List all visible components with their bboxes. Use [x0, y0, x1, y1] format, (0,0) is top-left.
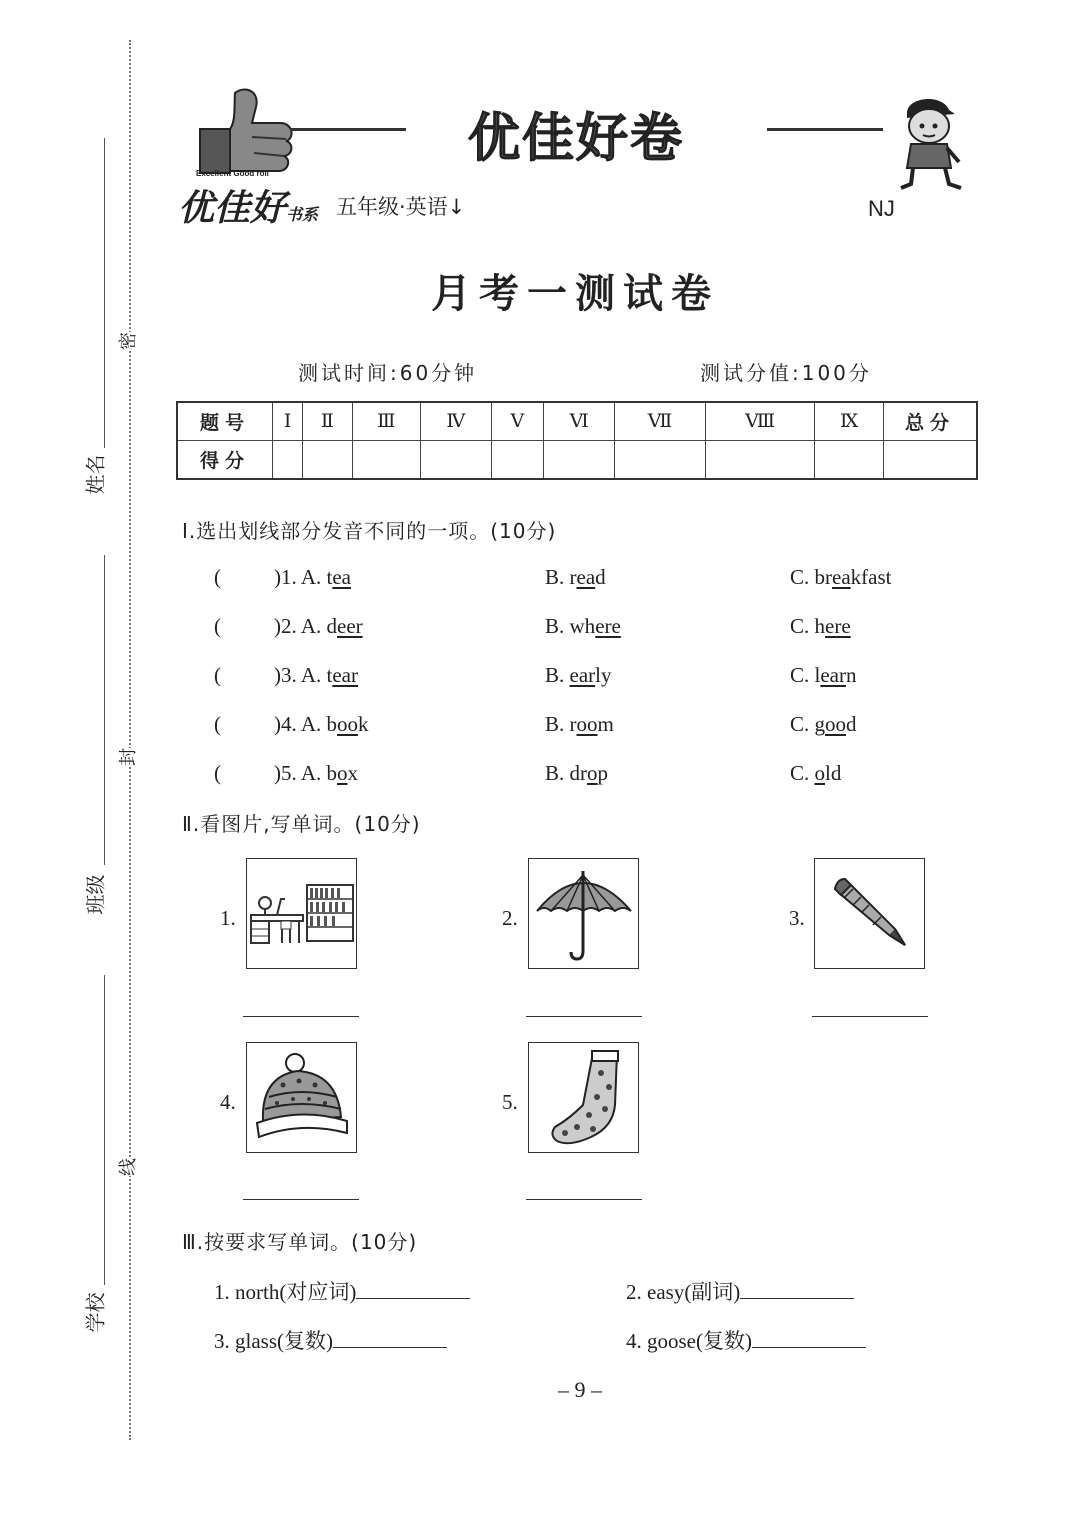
question-3-paren[interactable]: (: [214, 663, 221, 687]
word-answer-blank-1[interactable]: [356, 1280, 470, 1299]
answer-line-4[interactable]: [243, 1199, 359, 1200]
question-4-option-a: [274, 712, 369, 737]
series-brand-name: 优佳好: [178, 188, 287, 229]
question-5-option-b: [545, 761, 608, 786]
question-5-option-c: [790, 761, 841, 786]
header-rule-right: [767, 128, 883, 131]
edition-code: NJ: [868, 196, 895, 221]
series-brand-suffix: 书系: [286, 205, 319, 224]
underlined-letters: ea: [332, 565, 351, 589]
underlined-letters: oo: [337, 712, 358, 736]
question-2-option-b: [545, 614, 621, 639]
word-question-1-text: 1. north(对应词): [214, 1280, 357, 1304]
series-brand: [178, 180, 318, 231]
picture-4-number: 4.: [220, 1090, 236, 1114]
question-4-option-b: [545, 712, 614, 737]
option-label: B.: [545, 663, 565, 687]
logo-tagline: Excellent Good roll: [196, 169, 269, 178]
score-col-2: Ⅱ: [303, 402, 352, 441]
option-text: m: [597, 712, 614, 736]
score-col-5: Ⅴ: [491, 402, 543, 441]
answer-line-3[interactable]: [812, 1016, 928, 1017]
option-text: b: [326, 712, 337, 736]
word-answer-blank-3[interactable]: [333, 1329, 447, 1348]
score-col-3: Ⅲ: [352, 402, 420, 441]
brand-title: 优佳好卷: [468, 109, 685, 169]
option-text: kfast: [850, 565, 892, 589]
picture-umbrella: [528, 858, 639, 969]
picture-study-room: [246, 858, 357, 969]
school-label: 学校: [83, 1292, 108, 1333]
option-label: B.: [545, 712, 565, 736]
grade-subject: 五年级·英语↓: [336, 195, 466, 219]
option-text: x: [347, 761, 358, 785]
umbrella-icon: [529, 859, 638, 968]
score-cell[interactable]: [815, 441, 884, 480]
underlined-letters: eer: [337, 614, 363, 638]
name-label: 姓名: [83, 454, 108, 495]
option-text: h: [814, 614, 826, 638]
score-col-8: Ⅷ: [705, 402, 815, 441]
underlined-letters: oo: [825, 712, 847, 736]
underlined-letters: o: [337, 761, 348, 785]
answer-line-2[interactable]: [526, 1016, 642, 1017]
picture-hat: [246, 1042, 357, 1153]
picture-crayon: [814, 858, 925, 969]
question-2-paren[interactable]: (: [214, 614, 221, 638]
section2-heading: Ⅱ.看图片,写单词。(10分): [182, 812, 421, 836]
score-table-row-header: [177, 402, 977, 441]
score-cell[interactable]: [273, 441, 303, 480]
question-3-option-a: [274, 663, 358, 688]
section3-heading: Ⅲ.按要求写单词。(10分): [182, 1230, 418, 1254]
option-label: C.: [790, 614, 810, 638]
underlined-letters: ea: [576, 565, 596, 589]
word-question-2-text: 2. easy(副词): [626, 1280, 741, 1304]
question-3-number: )3. A.: [274, 663, 322, 687]
option-text: br: [814, 565, 833, 589]
word-question-2: [626, 1276, 854, 1306]
score-cell[interactable]: [615, 441, 705, 480]
underlined-letters: ear: [569, 663, 596, 687]
question-4-number: )4. A.: [274, 712, 322, 736]
underlined-letters: ere: [825, 614, 851, 638]
question-5-paren[interactable]: (: [214, 761, 221, 785]
score-table-row-score: [177, 441, 977, 480]
option-text: l: [814, 663, 821, 687]
word-question-4: [626, 1325, 866, 1355]
score-cell[interactable]: [544, 441, 615, 480]
picture-2-number: 2.: [502, 906, 518, 930]
answer-line-1[interactable]: [243, 1016, 359, 1017]
option-label: C.: [790, 663, 810, 687]
picture-3-number: 3.: [789, 906, 805, 930]
word-question-1: [214, 1276, 470, 1306]
score-cell[interactable]: [705, 441, 815, 480]
word-question-3: [214, 1325, 447, 1355]
desk-bookcase-icon: [247, 859, 356, 968]
seal-char-mi: 密: [112, 332, 142, 350]
option-label: B.: [545, 614, 565, 638]
score-cell[interactable]: [420, 441, 491, 480]
score-table: [176, 401, 978, 480]
underlined-letters: ear: [820, 663, 846, 687]
option-label: B.: [545, 565, 565, 589]
option-text: ld: [825, 761, 842, 785]
score-table-score-header: 得分: [177, 441, 273, 480]
exam-time: 测试时间:60分钟: [298, 361, 478, 385]
question-3-option-c: [790, 663, 857, 688]
score-cell[interactable]: [491, 441, 543, 480]
score-cell[interactable]: [303, 441, 352, 480]
option-label: C.: [790, 712, 810, 736]
score-col-1: Ⅰ: [273, 402, 303, 441]
page-number: – 9 –: [558, 1377, 602, 1402]
seal-char-xian: 线: [112, 1158, 142, 1176]
word-question-4-text: 4. goose(复数): [626, 1329, 752, 1353]
crayon-icon: [815, 859, 924, 968]
option-text: g: [814, 712, 826, 736]
score-table-question-header: 题号: [177, 402, 273, 441]
option-text: ly: [595, 663, 612, 687]
knit-hat-icon: [247, 1043, 356, 1152]
underlined-letters: o: [814, 761, 826, 785]
option-text: d: [326, 614, 337, 638]
exam-score: 测试分值:100分: [700, 361, 872, 385]
option-label: C.: [790, 565, 810, 589]
score-col-6: Ⅵ: [544, 402, 615, 441]
question-5-number: )5. A.: [274, 761, 322, 785]
question-2-option-a: [274, 614, 363, 639]
sock-icon: [529, 1043, 638, 1152]
word-question-3-text: 3. glass(复数): [214, 1329, 333, 1353]
option-text: dr: [569, 761, 588, 785]
word-answer-blank-4[interactable]: [752, 1329, 866, 1348]
option-text: t: [326, 565, 333, 589]
underlined-letters: oo: [576, 712, 598, 736]
binding-dotted-line: [129, 40, 131, 1440]
option-label: C.: [790, 761, 810, 785]
question-3-option-b: [545, 663, 612, 688]
thumbs-up-logo: [190, 85, 300, 184]
underlined-letters: ea: [832, 565, 851, 589]
option-text: p: [597, 761, 609, 785]
picture-1-number: 1.: [220, 906, 236, 930]
option-text: t: [326, 663, 333, 687]
question-1-paren[interactable]: (: [214, 565, 221, 589]
picture-sock: [528, 1042, 639, 1153]
mascot-boy-illustration: [893, 92, 968, 196]
question-4-option-c: [790, 712, 857, 737]
header-rule-left: [290, 128, 406, 131]
word-answer-blank-2[interactable]: [740, 1280, 854, 1299]
score-col-9: Ⅸ: [815, 402, 884, 441]
option-text: d: [846, 712, 857, 736]
question-4-paren[interactable]: (: [214, 712, 221, 736]
section1-heading: Ⅰ.选出划线部分发音不同的一项。(10分): [182, 519, 557, 543]
option-text: wh: [569, 614, 596, 638]
question-1-number: )1. A.: [274, 565, 322, 589]
underlined-letters: ear: [332, 663, 358, 687]
score-col-7: Ⅶ: [615, 402, 705, 441]
question-1-option-a: [274, 565, 351, 590]
picture-5-number: 5.: [502, 1090, 518, 1114]
option-text: r: [569, 712, 577, 736]
option-text: k: [358, 712, 369, 736]
underlined-letters: ere: [595, 614, 621, 638]
score-col-total: 总分: [884, 402, 978, 441]
question-1-option-b: [545, 565, 606, 590]
option-text: d: [595, 565, 606, 589]
option-text: r: [569, 565, 577, 589]
class-write-line: [104, 555, 105, 865]
option-text: n: [846, 663, 857, 687]
question-5-option-a: [274, 761, 358, 786]
question-2-option-c: [790, 614, 851, 639]
seal-char-feng: 封: [112, 748, 142, 766]
score-col-4: Ⅳ: [420, 402, 491, 441]
answer-line-5[interactable]: [526, 1199, 642, 1200]
score-cell[interactable]: [352, 441, 420, 480]
option-label: B.: [545, 761, 565, 785]
question-2-number: )2. A.: [274, 614, 322, 638]
option-text: b: [326, 761, 337, 785]
score-cell-total[interactable]: [884, 441, 978, 480]
school-write-line: [104, 975, 105, 1285]
underlined-letters: o: [587, 761, 598, 785]
class-label: 班级: [83, 874, 108, 915]
exam-title: 月考一测试卷: [431, 270, 719, 317]
question-1-option-c: [790, 565, 892, 590]
